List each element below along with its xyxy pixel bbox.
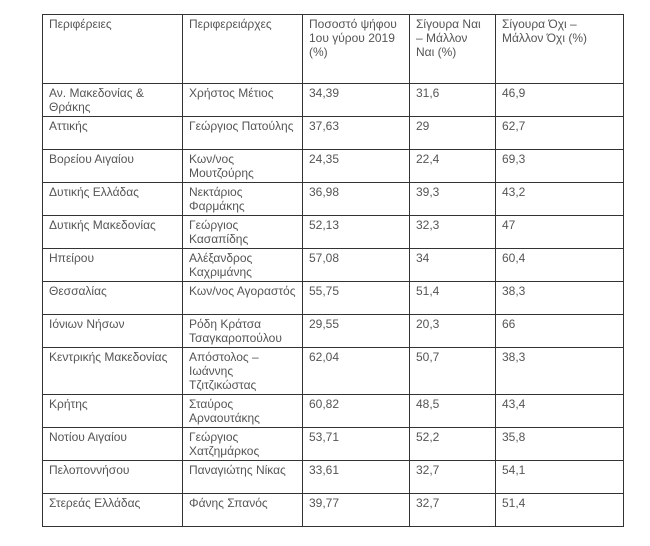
cell-no: 46,9 xyxy=(496,84,624,117)
cell-vote-2019: 57,08 xyxy=(303,249,410,282)
header-row xyxy=(43,15,624,84)
cell-no: 66 xyxy=(496,315,624,348)
cell-yes: 39,3 xyxy=(410,183,496,216)
header-vote-2019: Ποσοστό ψήφου 1ου γύρου 2019 (%) xyxy=(303,15,410,84)
table-row xyxy=(43,84,624,117)
cell-region: Δυτικής Ελλάδας xyxy=(43,183,183,216)
header-no: Σίγουρα Όχι – Μάλλον Όχι (%) xyxy=(496,15,624,84)
cell-region: Κρήτης xyxy=(43,395,183,428)
table-row xyxy=(43,428,624,461)
cell-yes: 20,3 xyxy=(410,315,496,348)
table-row xyxy=(43,150,624,183)
cell-yes: 51,4 xyxy=(410,282,496,315)
table-row xyxy=(43,216,624,249)
cell-vote-2019: 62,04 xyxy=(303,348,410,395)
cell-region: Νοτίου Αιγαίου xyxy=(43,428,183,461)
cell-no: 69,3 xyxy=(496,150,624,183)
table-row xyxy=(43,282,624,315)
table-row xyxy=(43,117,624,150)
cell-vote-2019: 33,61 xyxy=(303,461,410,494)
cell-vote-2019: 60,82 xyxy=(303,395,410,428)
cell-region: Θεσσαλίας xyxy=(43,282,183,315)
cell-yes: 34 xyxy=(410,249,496,282)
cell-region: Ιόνιων Νήσων xyxy=(43,315,183,348)
table-row xyxy=(43,315,624,348)
cell-governor: Γεώργιος Χατζημάρκος xyxy=(183,428,303,461)
cell-governor: Χρήστος Μέτιος xyxy=(183,84,303,117)
results-table xyxy=(42,14,624,527)
cell-vote-2019: 55,75 xyxy=(303,282,410,315)
cell-region: Κεντρικής Μακεδονίας xyxy=(43,348,183,395)
cell-region: Ηπείρου xyxy=(43,249,183,282)
header-yes: Σίγουρα Ναι – Μάλλον Ναι (%) xyxy=(410,15,496,84)
cell-region: Αν. Μακεδονίας & Θράκης xyxy=(43,84,183,117)
cell-region: Πελοποννήσου xyxy=(43,461,183,494)
table-row xyxy=(43,249,624,282)
cell-vote-2019: 24,35 xyxy=(303,150,410,183)
cell-region: Βορείου Αιγαίου xyxy=(43,150,183,183)
cell-yes: 32,3 xyxy=(410,216,496,249)
cell-yes: 22,4 xyxy=(410,150,496,183)
cell-vote-2019: 52,13 xyxy=(303,216,410,249)
cell-yes: 31,6 xyxy=(410,84,496,117)
cell-governor: Φάνης Σπανός xyxy=(183,494,303,527)
cell-vote-2019: 34,39 xyxy=(303,84,410,117)
cell-vote-2019: 37,63 xyxy=(303,117,410,150)
cell-vote-2019: 53,71 xyxy=(303,428,410,461)
cell-region: Δυτικής Μακεδονίας xyxy=(43,216,183,249)
cell-governor: Ρόδη Κράτσα Τσαγκαροπούλου xyxy=(183,315,303,348)
cell-governor: Γεώργιος Κασαπίδης xyxy=(183,216,303,249)
cell-no: 38,3 xyxy=(496,348,624,395)
cell-no: 38,3 xyxy=(496,282,624,315)
cell-governor: Κων/νος Μουτζούρης xyxy=(183,150,303,183)
cell-region: Στερεάς Ελλάδας xyxy=(43,494,183,527)
cell-vote-2019: 36,98 xyxy=(303,183,410,216)
cell-no: 47 xyxy=(496,216,624,249)
table-row xyxy=(43,183,624,216)
cell-governor: Νεκτάριος Φαρμάκης xyxy=(183,183,303,216)
cell-yes: 32,7 xyxy=(410,461,496,494)
cell-governor: Αλέξανδρος Καχριμάνης xyxy=(183,249,303,282)
results-table-body xyxy=(43,15,624,527)
cell-no: 43,2 xyxy=(496,183,624,216)
cell-governor: Σταύρος Αρναουτάκης xyxy=(183,395,303,428)
header-governor: Περιφερειάρχες xyxy=(183,15,303,84)
cell-vote-2019: 29,55 xyxy=(303,315,410,348)
table-row xyxy=(43,461,624,494)
table-row xyxy=(43,395,624,428)
cell-governor: Κων/νος Αγοραστός xyxy=(183,282,303,315)
cell-yes: 32,7 xyxy=(410,494,496,527)
cell-yes: 50,7 xyxy=(410,348,496,395)
cell-yes: 52,2 xyxy=(410,428,496,461)
cell-no: 54,1 xyxy=(496,461,624,494)
cell-governor: Παναγιώτης Νίκας xyxy=(183,461,303,494)
cell-yes: 48,5 xyxy=(410,395,496,428)
table-row xyxy=(43,494,624,527)
cell-vote-2019: 39,77 xyxy=(303,494,410,527)
cell-no: 62,7 xyxy=(496,117,624,150)
cell-yes: 29 xyxy=(410,117,496,150)
cell-region: Αττικής xyxy=(43,117,183,150)
cell-no: 35,8 xyxy=(496,428,624,461)
cell-no: 43,4 xyxy=(496,395,624,428)
header-region: Περιφέρειες xyxy=(43,15,183,84)
cell-no: 51,4 xyxy=(496,494,624,527)
cell-governor: Γεώργιος Πατούλης xyxy=(183,117,303,150)
table-row xyxy=(43,348,624,395)
cell-governor: Απόστολος – Ιωάννης Τζιτζικώστας xyxy=(183,348,303,395)
cell-no: 60,4 xyxy=(496,249,624,282)
